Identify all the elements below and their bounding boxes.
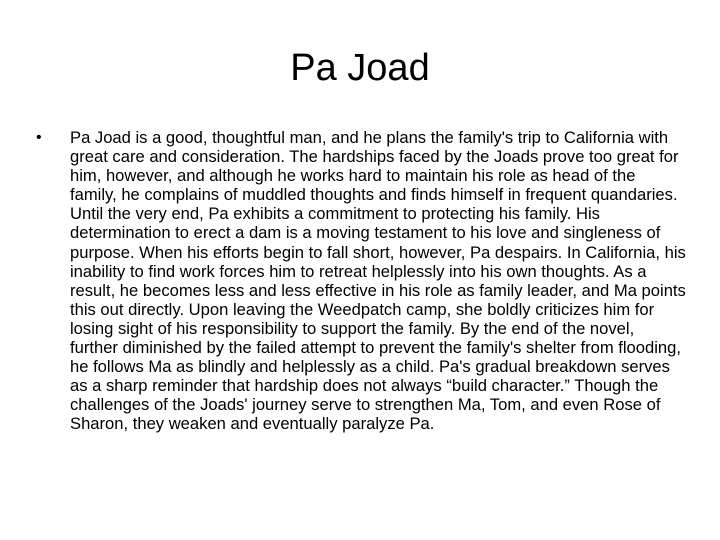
bullet-list (36, 128, 686, 434)
bullet-item (36, 128, 686, 434)
bullet-text: Pa Joad is a good, thoughtful man, and he plans the family's trip to California with great care and consideration. The hardships faced by the Joads prove too great for him, however, and although he works hard to maintain his role as head of the family, he complains of muddled thoughts and finds himself in frequent quandaries. Until the very end, Pa exhibits a commitment to protecting his family. His determination to erect a dam is a moving testament to his love and singleness of purpose. When his efforts begin to fall short, however, Pa despairs. In California, his inability to find work forces him to retreat helplessly into his own thoughts. As a result, he becomes less and less effective in his role as family leader, and Ma points this out directly. Upon leaving the Weedpatch camp, she boldly criticizes him for losing sight of his responsibility to support the family. By the end of the novel, further diminished by the failed attempt to prevent the family's shelter from flooding, he follows Ma as blindly and helplessly as a child. Pa's gradual breakdown serves as a sharp reminder that hardship does not always “build character.” Though the challenges of the Joads' journey serve to strengthen Ma, Tom, and even Rose of Sharon, they weaken and eventually paralyze Pa. (70, 128, 686, 434)
slide-title: Pa Joad (290, 47, 430, 89)
bullet-icon: • (36, 129, 42, 146)
